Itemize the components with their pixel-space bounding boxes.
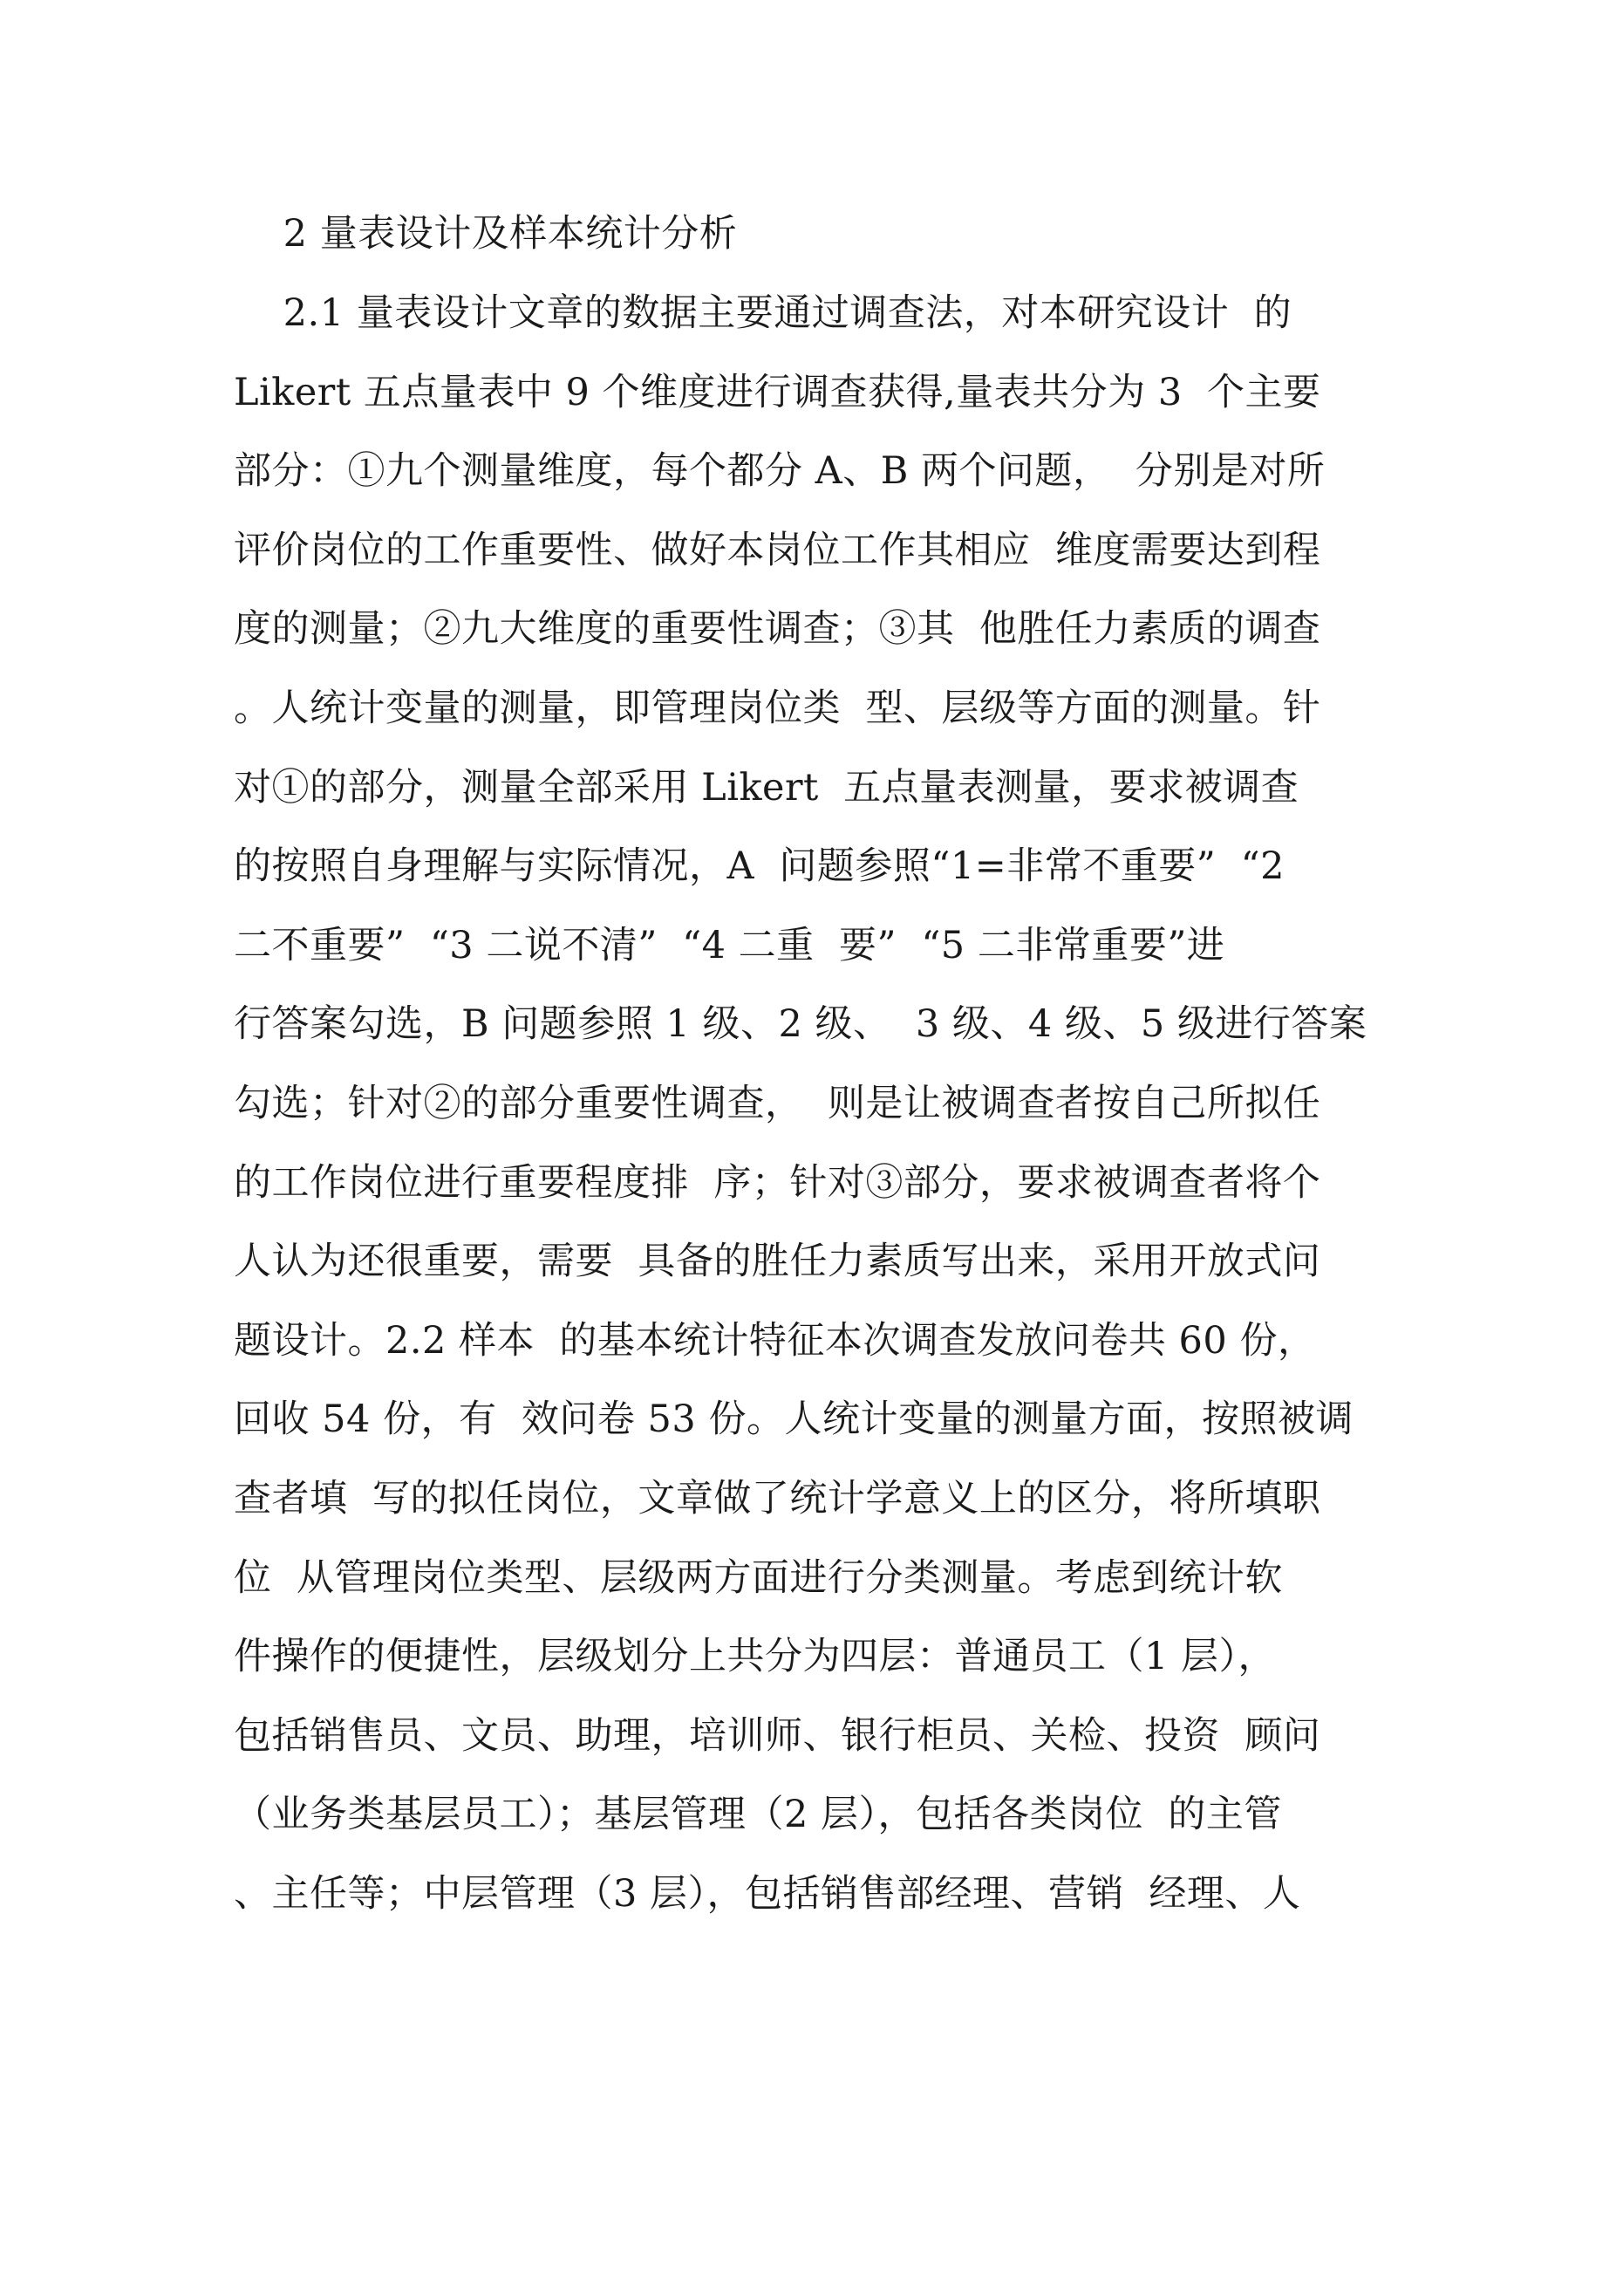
text-line: 的工作岗位进行重要程度排 序；针对③部分，要求被调查者将个 xyxy=(234,1160,1321,1205)
text-line: 包括销售员、文员、助理，培训师、银行柜员、关检、投资 顾问 xyxy=(234,1713,1321,1758)
text-line: 的按照自身理解与实际情况，A 问题参照“1=非常不重要” “2 xyxy=(234,844,1285,889)
text-line: 评价岗位的工作重要性、做好本岗位工作其相应 维度需要达到程 xyxy=(234,528,1321,572)
section-heading: 2 量表设计及样本统计分析 xyxy=(234,212,738,256)
text-line: 回收 54 份，有 效问卷 53 份。人统计变量的测量方面，按照被调 xyxy=(234,1397,1354,1442)
text-line: 。人统计变量的测量，即管理岗位类 型、层级等方面的测量。针 xyxy=(234,686,1321,730)
text-line: 件操作的便捷性，层级划分上共分为四层：普通员工（1 层）， xyxy=(234,1635,1277,1679)
text-line: 行答案勾选，B 问题参照 1 级、2 级、 3 级、4 级、5 级进行答案 xyxy=(234,1002,1367,1047)
text-line: 度的测量；②九大维度的重要性调查；③其 他胜任力素质的调查 xyxy=(234,607,1321,652)
text-line: 2.1 量表设计文章的数据主要通过调查法，对本研究设计 的 xyxy=(234,291,1292,335)
text-line: 位 从管理岗位类型、层级两方面进行分类测量。考虑到统计软 xyxy=(234,1555,1283,1600)
text-line: 勾选；针对②的部分重要性调查， 则是让被调查者按自己所拟任 xyxy=(234,1081,1321,1125)
text-line: 二不重要” “3 二说不清” “4 二重 要” “5 二非常重要”进 xyxy=(234,923,1225,967)
body-text xyxy=(234,194,1402,1933)
text-line: 、主任等；中层管理（3 层），包括销售部经理、营销 经理、人 xyxy=(234,1871,1301,1916)
text-line: Likert 五点量表中 9 个维度进行调查获得,量表共分为 3 个主要 xyxy=(234,370,1321,414)
text-line: 人认为还很重要，需要 具备的胜任力素质写出来，采用开放式问 xyxy=(234,1240,1321,1284)
text-line: （业务类基层员工）；基层管理（2 层），包括各类岗位 的主管 xyxy=(234,1793,1282,1837)
text-line: 查者填 写的拟任岗位，文章做了统计学意义上的区分，将所填职 xyxy=(234,1476,1321,1520)
text-line: 对①的部分，测量全部采用 Likert 五点量表测量，要求被调查 xyxy=(234,765,1299,810)
text-line: 部分：①九个测量维度，每个都分 A、B 两个问题， 分别是对所 xyxy=(234,449,1326,494)
text-line: 题设计。2.2 样本 的基本统计特征本次调查发放问卷共 60 份， xyxy=(234,1318,1316,1363)
